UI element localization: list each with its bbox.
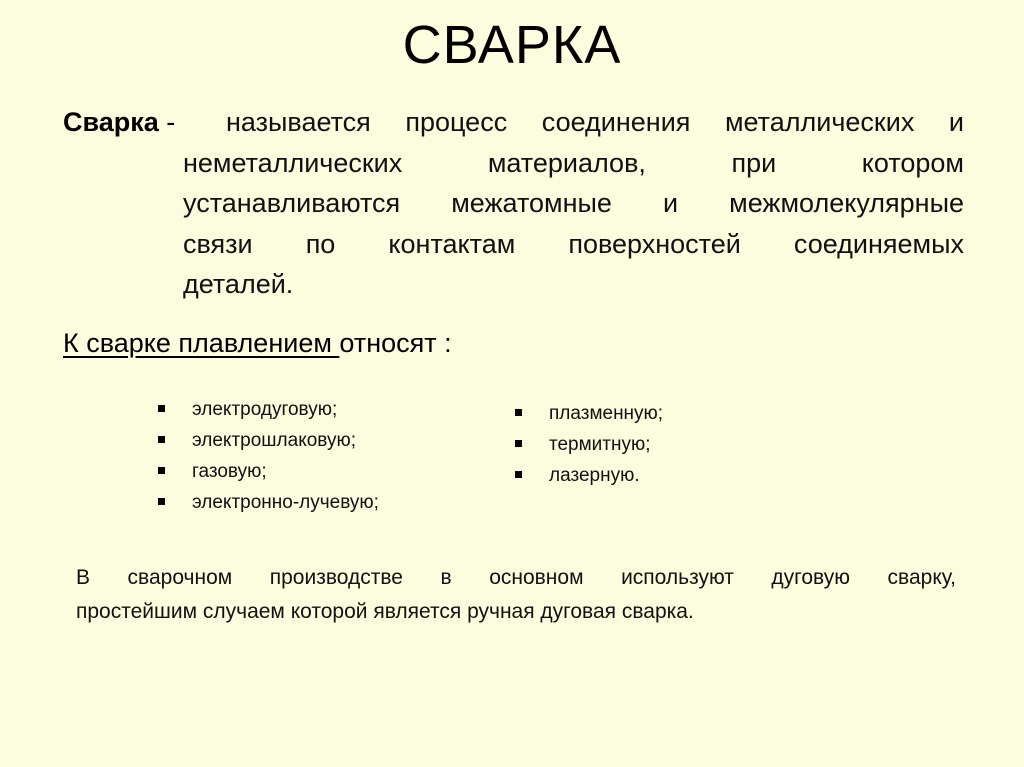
square-bullet-icon — [158, 405, 165, 412]
list-item-label: плазменную; — [549, 403, 664, 424]
definition-line: неметаллических материалов, при котором — [183, 147, 964, 178]
list-item-label: электродуговую; — [192, 399, 338, 420]
list-item — [158, 456, 379, 487]
fusion-welding-heading-underlined: К сварке плавлением — [63, 328, 340, 358]
fusion-welding-heading-rest: относят : — [339, 328, 452, 358]
square-bullet-icon — [515, 409, 522, 416]
list-item-label: электрошлаковую; — [192, 430, 356, 451]
list-item — [515, 460, 663, 491]
slide-title: СВАРКА — [402, 15, 622, 75]
fusion-welding-heading — [63, 323, 452, 363]
square-bullet-icon — [515, 471, 522, 478]
summary-note-line: В сварочном производстве в основном используют дуговую сварку, — [76, 566, 956, 589]
definition-term-bold: Сварка — [63, 107, 159, 137]
definition-line: связи по контактам поверхностей соединяемых — [183, 228, 964, 259]
list-item — [158, 487, 379, 518]
list-item-label: газовую; — [192, 461, 267, 482]
fusion-methods-list-right — [515, 398, 663, 491]
square-bullet-icon — [158, 498, 165, 505]
list-item — [515, 429, 663, 460]
definition-line: деталей. — [183, 269, 294, 299]
list-item-label: термитную; — [549, 434, 651, 455]
definition-term — [63, 102, 175, 142]
definition-text — [183, 102, 964, 305]
list-item — [158, 425, 379, 456]
summary-note — [76, 561, 956, 629]
square-bullet-icon — [158, 467, 165, 474]
definition-line: устанавливаются межатомные и межмолекулярные — [183, 188, 964, 218]
list-item-label: лазерную. — [549, 465, 640, 486]
definition-line: называется процесс соединения металлических и — [226, 107, 964, 137]
fusion-methods-list-left — [158, 394, 379, 518]
summary-note-line: простейшим случаем которой является ручная дуговая сварка. — [76, 600, 694, 623]
definition-dash: - — [158, 107, 176, 137]
list-item — [158, 394, 379, 425]
list-item-label: электронно-лучевую; — [192, 492, 379, 513]
list-item — [515, 398, 663, 429]
square-bullet-icon — [515, 440, 522, 447]
square-bullet-icon — [158, 436, 165, 443]
